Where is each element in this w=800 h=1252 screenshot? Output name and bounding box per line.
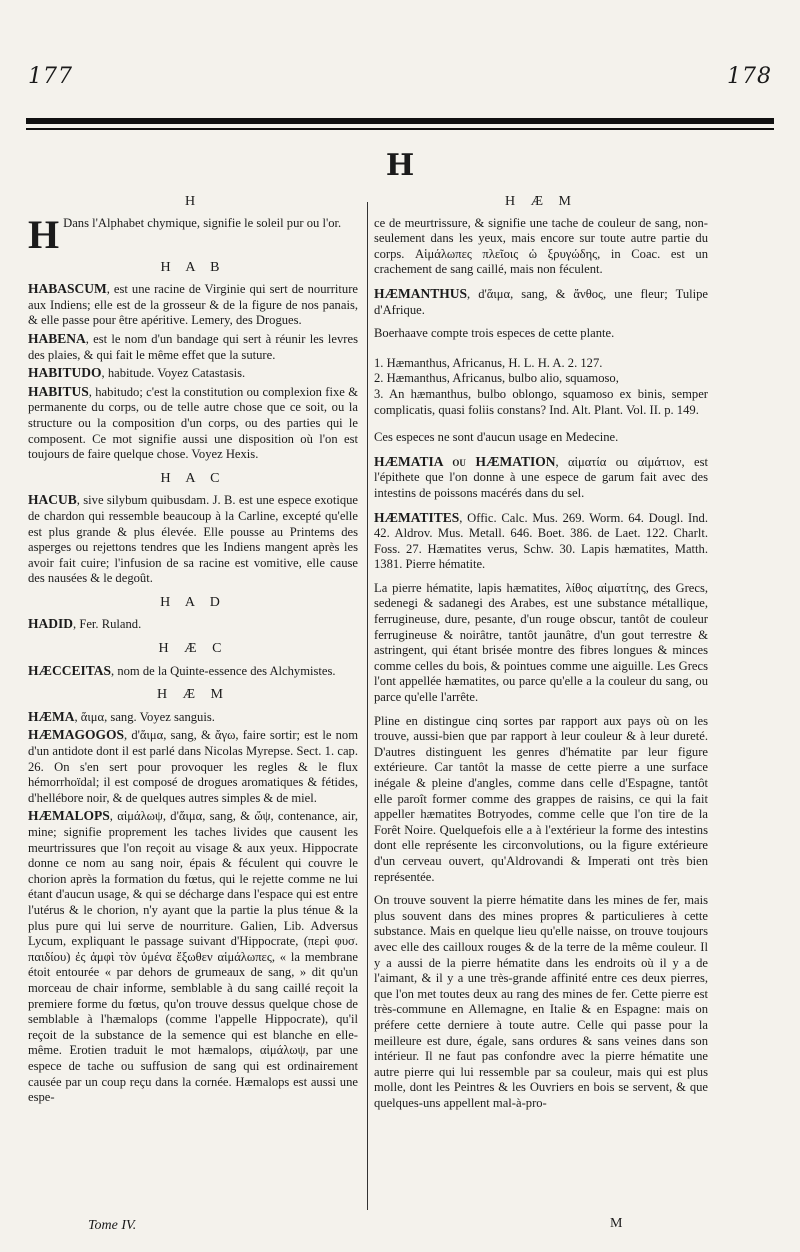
volume-label: Tome IV. [88, 1218, 137, 1233]
signature-mark: M [610, 1216, 623, 1231]
right-column [374, 186, 708, 1119]
section-heading: H A C [160, 470, 226, 486]
section-heading: H A B [160, 259, 226, 275]
dictionary-entry [374, 454, 708, 502]
paragraph: ce de meurtrissure, & signifie une tache de couleur de sang, non-seulement dans les yeux, mais encore sur toute autre partie du corps. Αἱμάλωπες πλεῖοις ὡ ξρυγώδης, in Coac. est un crachement de sang caillé, mais non féculent. [374, 215, 708, 277]
dictionary-entry [28, 281, 358, 329]
dictionary-entry [28, 727, 358, 806]
entry-headword: HÆMALOPS [28, 808, 110, 824]
paragraph: On trouve souvent la pierre hématite dans les mines de fer, mais plus souvent dans des mines propres & particulieres à cette substance. Mais en quelque lieu qu'elle naisse, on trouve toujours avec elle des cailloux rouges & de la terre de la même couleur. Il y a aussi de la pierre hématite dans les endroits où il y a de l'aimant, & il y a une très-grande affinité entre ces deux pierres, que l'on met toutes deux au rang des mines de fer. Cette pierre est très-commune en Allemagne, en Italie & en Espagne: mais on préfere cette derniere à toute autre. Celle qui passe pour la meilleure est dure, égale, sans ordures & sans veines dans son intérieur. Il ne faut pas confondre avec la pierre hématite une autre pierre qui lui ressemble par sa couleur, mais qui est plus molle, dont les Peintres & les Ouvriers en bois se servent, & que quelques-uns appellent mal-à-pro- [374, 893, 708, 1110]
entry-headword: HABENA [28, 330, 86, 346]
dictionary-entry [28, 709, 358, 726]
entry-headword: HABITUDO [28, 365, 102, 381]
page-number-right: 178 [727, 64, 772, 89]
entry-text: , nom de la Quinte-essence des Alchymistes. [111, 663, 336, 678]
paragraph: La pierre hématite, lapis hæmatites, λίθος αἱματίτης, des Grecs, sedenegi & sadanegi des Arabes, est une substance métallique, ferrugineuse, dure, pesante, d'un rouge obscur, tantôt de couleur ferrugineuse & noirâtre, tantôt jaunâtre, d'un gout terrestre & astringent, qui étant brisée montre des fibres longues & minces comme celles du bois, & pointues comme une aiguille. Les Grecs l'ont appellée hæmatites, ou parce qu'elle a la couleur du sang, ou parce qu'elle l'arrête. [374, 580, 708, 705]
entry-text: , habitudo; c'est la constitution ou complexion fixe & permanente du corps, ou de telle autre chose que ce soit, ou la structure ou la composition d'un corps, ou des parties qui le composent. Ce mot signifie aussi une disposition où l'on est toujours de faire quelque chose. Voyez Hexis. [28, 384, 358, 462]
list-item: 2. Hæmanthus, Africanus, bulbo alio, squamoso, [374, 371, 619, 386]
entry-text: , αἱματία ou αἱμάτιον, est l'épithete que l'on donne à une espece de garum fait avec des intestins de poissons macérés dans du sel. [374, 454, 708, 500]
dictionary-entry [28, 663, 358, 680]
entry-headword: HÆMATITES [374, 509, 460, 525]
entry-text: , est une racine de Virginie qui sert de nourriture aux Indiens; elle est de la grosseur & de la figure de nos panais, & elle passe pour être apéritive. Lemery, des Drogues. [28, 282, 358, 328]
intro-entry [28, 211, 358, 257]
left-sections [28, 260, 358, 1106]
section-heading: H Æ C [158, 641, 228, 657]
entry-text: , est le nom d'un bandage qui sert à réunir les levres des plaies, & qui fait le même effet que la suture. [28, 331, 358, 362]
species-list [374, 356, 708, 418]
entry-headword: HABASCUM [28, 281, 107, 297]
page-number-left: 177 [28, 64, 73, 89]
column-head: H Æ M [504, 194, 577, 209]
column-divider [367, 202, 368, 1210]
dictionary-entry [28, 331, 358, 363]
paragraph-gap [374, 344, 708, 350]
dictionary-entry [28, 492, 358, 587]
dictionary-entry [374, 510, 708, 573]
header-rule-thin [26, 128, 774, 130]
dictionary-entry [28, 365, 358, 382]
entry-headword: HACUB [28, 492, 77, 508]
header-rule-thick [26, 118, 774, 124]
entry-text: , habitude. Voyez Catastasis. [101, 366, 246, 381]
paragraph: Pline en distingue cinq sortes par rapport aux pays où on les trouve, aussi-bien que par rapport à leur couleur & à leur dureté. D'autres distinguent les genres d'hématite par leur figure extérieure. Car tantôt la masse de cette pierre a une surface inégale & pleine d'angles, comme dans celle d'Espagne, tantôt elle paroît former comme des grappes de raisins, ce qui la fait appeller hæmatites Botryodes, comme celle que l'on tire de la Forêt Noire. Quelquefois elle a à l'extérieur la forme des intestins dont elle représente les circonvolutions, ou la figure extérieure d'un cerveau ouvert, qu'Aldrovandi & Imperati ont très bien représentée. [374, 713, 708, 884]
entry-headword: HÆMAGOGOS [28, 727, 125, 743]
section-heading: H A D [160, 594, 226, 610]
entry-text: , d'ἅιμα, sang, & ἄγω, faire sortir; est le nom d'un antidote dont il est parlé dans Nicolas Myrepse. Sect. 1. cap. 26. On s'en sert pour provoquer les regles & le flux hémorrhoïdal; il est composé de drogues aromatiques & fétides, d'hellébore noir, & de quelques autres simples & de miel. [28, 728, 358, 805]
entry-text: , d'ἅιμα, sang, & ἄνθος, une fleur; Tulipe d'Afrique. [374, 286, 708, 317]
entry-headword: HÆMA [28, 708, 75, 724]
paragraph: Ces especes ne sont d'aucun usage en Medecine. [374, 430, 619, 445]
section-letter: H [385, 148, 415, 183]
paragraph-gap [374, 1113, 708, 1119]
dictionary-entry [28, 616, 358, 633]
entry-text: , sive silybum quibusdam. J. B. est une espece exotique de chardon qui ressemble beaucoup à la Carline, excepté qu'elle est plus grande & plus élevée. Elle pousse au Printems des asperges ou rejettons tendres que les Indiens mangent après les avoir fait cuire; l'infusion de sa racine est vomitive, elle cause des nausées & le degoût. [28, 493, 358, 586]
entry-headword: HÆMANTHUS [374, 285, 468, 301]
dictionary-entry [374, 286, 708, 318]
list-item: 3. An hæmanthus, bulbo oblongo, squamoso ex binis, semper complicatis, quasi foliis constans? Ind. Alt. Plant. Vol. II. p. 149. [374, 386, 708, 417]
entry-text: , ἅιμα, sang. Voyez sanguis. [74, 709, 215, 724]
entry-headword: HÆMATIA ou HÆMATION [374, 453, 556, 469]
entry-text: , αἱμάλωψ, d'ἅιμα, sang, & ὤψ, contenance, air, mine; signifie proprement les taches livides que causent les meurtrissures que l'on reçoit au visage & aux yeux. Hippocrate donne ce nom au sang noir, épais & féculent qui couvre le chorion après la formation du fœtus, qui le rejette comme ne lui étant d'aucun usage, & qui se décharge dans l'espace qui est entre l'utérus & le chorion, n'y ayant que la partie la plus ténue & la plus pure qui lui serve de nourriture. Galien, Lib. Adversus Lycum, expliquant le passage suivant d'Hippocrate, (περὶ φυσ. παιδίου) ἐς ἀμφὶ τὸν ὑμένα ἔξωθεν αἱμάλωπες, « la membrane étoit entourée « par dehors de grumeaux de sang, » dit qu'un morceau de chair informe, semblable à du sang caillé reçoit la premiere forme du fœtus, qu'on trouve dessus quelque chose de semblable à l'hæmalops (comme l'appelle Hippocrate), qu'il reçoit de la substance de la semence qui est blanche en elle-même. Erotien traduit le mot hæmalops, αἱμάλωψ, par une espece de tache ou suffusion de sang qui est ordinairement causée par un coup reçu dans la cornée. Hæmalops est aussi une espe- [28, 809, 358, 1105]
list-item: 1. Hæmanthus, Africanus, H. L. H. A. 2. 127. [374, 355, 603, 370]
entry-text: , Fer. Ruland. [73, 617, 142, 632]
left-column [28, 186, 358, 1108]
entry-headword: HABITUS [28, 383, 89, 399]
entry-headword: HADID [28, 616, 74, 632]
intro-text: Dans l'Alphabet chymique, signifie le soleil pur ou l'or. [63, 215, 342, 230]
dictionary-entry [28, 808, 358, 1105]
section-heading: H Æ M [156, 687, 229, 703]
entry-headword: HÆCCEITAS [28, 662, 112, 678]
entry-text: , Offic. Calc. Mus. 269. Worm. 64. Dougl. Ind. 42. Aldrov. Mus. Metall. 646. Boet. 386. de Laet. 122. Charlt. Foss. 27. Hæmatites verus, Schw. 30. Lapis hæmatites, Matth. 1381. Pierre hématite. [374, 510, 708, 572]
dictionary-entry [28, 384, 358, 463]
paragraph: Boerhaave compte trois especes de cette plante. [374, 326, 615, 341]
column-head: H [184, 194, 202, 209]
right-blocks [374, 216, 708, 1120]
drop-cap: H [28, 211, 60, 257]
